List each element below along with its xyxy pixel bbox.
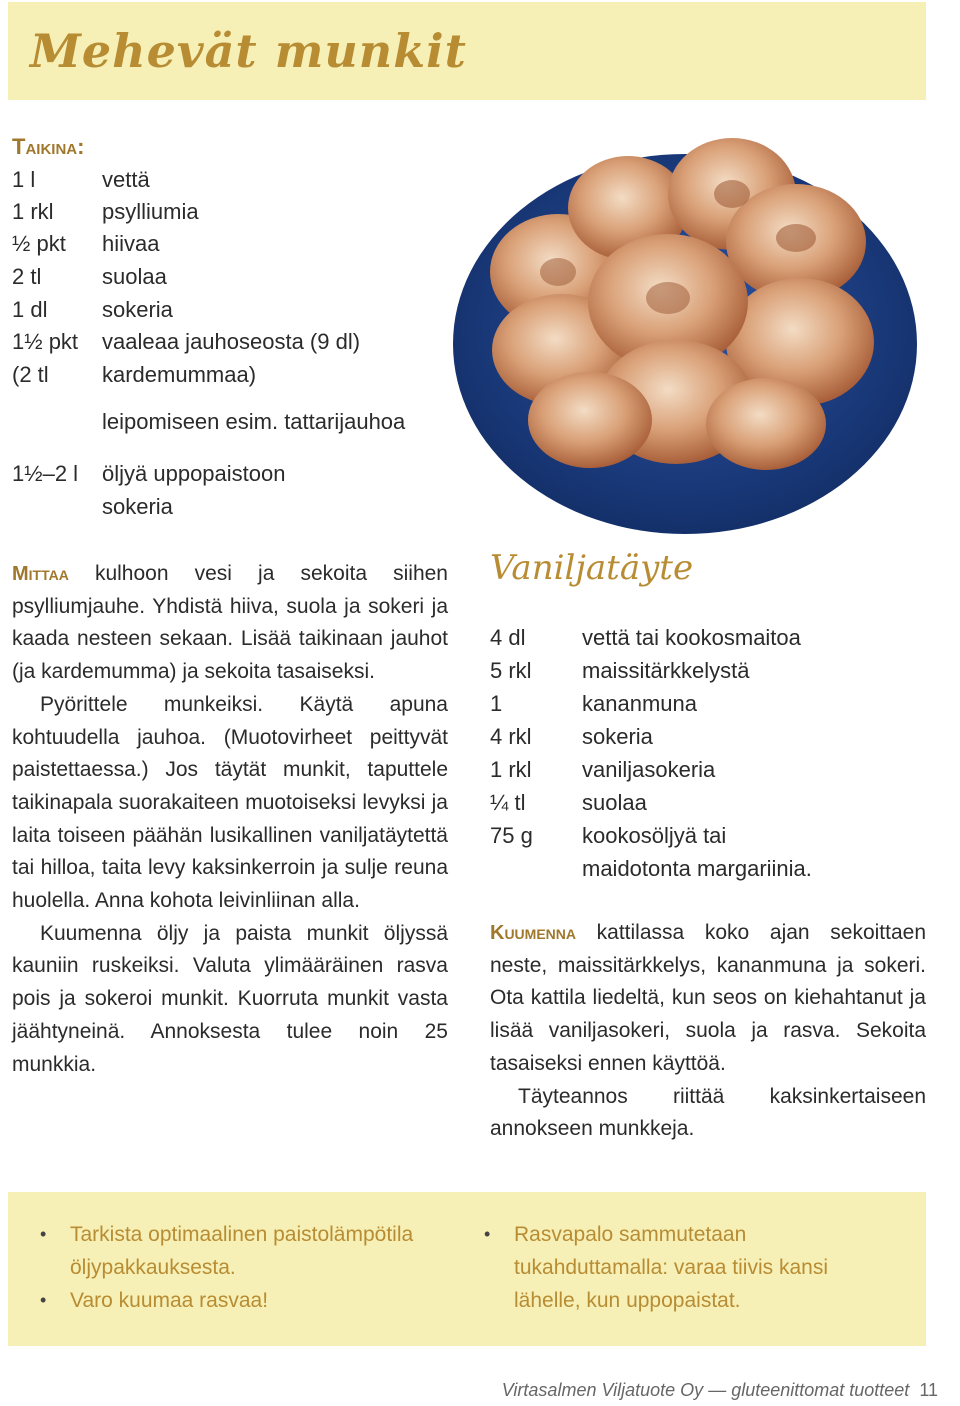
filling-instructions: [490, 917, 926, 1146]
instruction-paragraph: Kuumenna öljy ja paista munkit öljyssä kauniin ruskeiksi. Valuta ylimääräinen rasva pois ja sokeroi munkit. Kuorruta munkit vasta jäähtyneinä. Annoksesta tulee noin 25 munkkia.: [12, 921, 448, 1076]
tips-left: [40, 1218, 450, 1317]
filling-heading: Vaniljatäyte: [490, 548, 694, 588]
donut-pile: [490, 138, 874, 470]
instruction-paragraph: Täyteannos riittää kaksinkertaiseen annokseen munkkeja.: [490, 1084, 926, 1141]
dough-instructions: [12, 558, 448, 1081]
recipe-title: Mehevät munkit: [30, 24, 467, 78]
donut-photo: [440, 112, 960, 542]
tip-item: • Tarkista optimaalinen paistolämpötila öljypakkauksesta.: [40, 1218, 450, 1284]
instruction-paragraph: Mittaa kulhoon vesi ja sekoita siihen psylliumjauhe. Yhdistä hiiva, suola ja sokeri ja kaada nesteen sekaan. Lisää taikinaan jauhot (ja kardemumma) ja sekoita tasaiseksi.: [12, 562, 448, 684]
footer-text: Virtasalmen Viljatuote Oy — gluteenittomat tuotteet: [501, 1380, 910, 1400]
instruction-lead: Kuumenna: [490, 922, 576, 944]
page-footer: [502, 1380, 938, 1401]
instruction-paragraph: Kuumenna kattilassa koko ajan sekoittaen neste, maissitärkkelys, kananmuna ja sokeri. Ota kattila liedeltä, kun seos on kiehahtanut ja lisää vaniljasokeri, suola ja rasva. Sekoita tasaiseksi ennen käyttöä.: [490, 921, 926, 1075]
instruction-lead: Mittaa: [12, 563, 69, 585]
page-number: 11: [919, 1380, 938, 1400]
tip-item: • Rasvapalo sammutetaan tukahduttamalla: varaa tiivis kansi lähelle, kun uppopaistat.: [484, 1218, 884, 1317]
tip-item: • Varo kuumaa rasvaa!: [40, 1284, 450, 1317]
instruction-paragraph: Pyörittele munkeiksi. Käytä apuna kohtuudella jauhoa. (Muotovirheet peittyvät paistettaessa.) Jos täytät munkit, taputtele taikinapala suorakaiteen muotoiseksi levyksi ja laita toiseen päähän lusikallinen vaniljatäytettä tai hilloa, taita levy kaksinkerroin ja sulje reuna huolella. Anna kohota leivinliinan alla.: [12, 692, 448, 913]
dough-heading: Taikina:: [12, 134, 85, 159]
tips-right: [484, 1218, 884, 1317]
